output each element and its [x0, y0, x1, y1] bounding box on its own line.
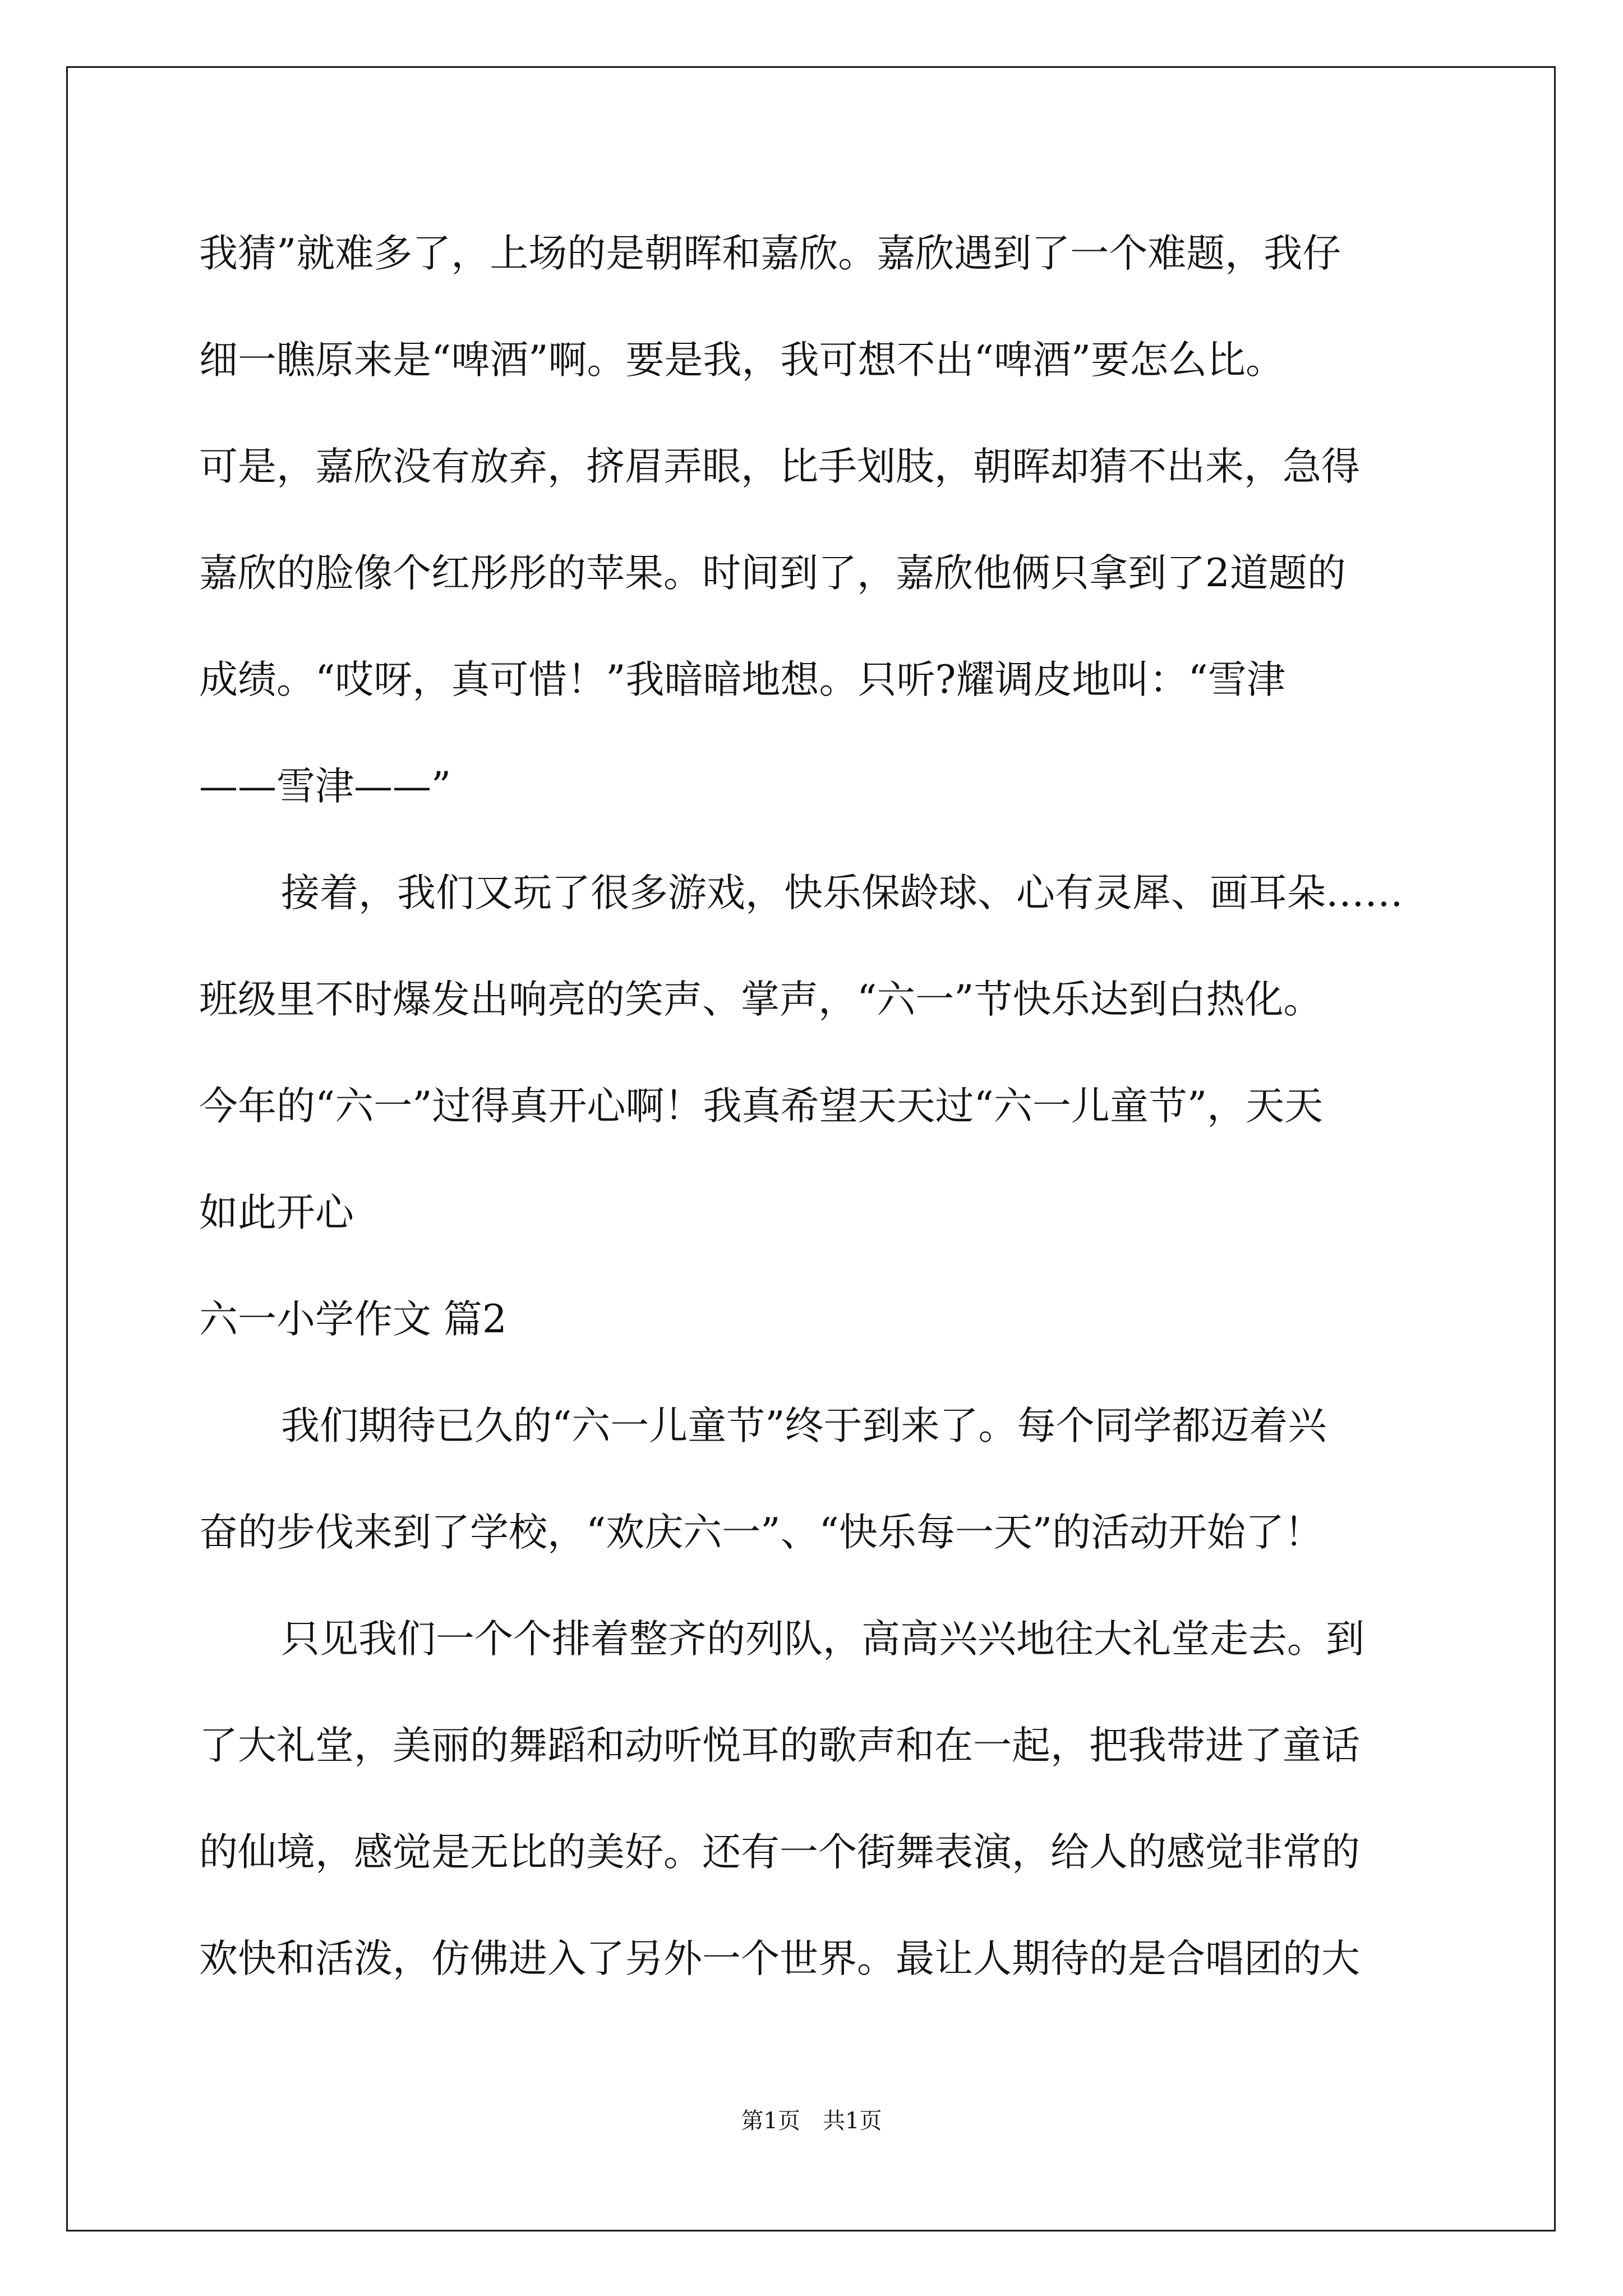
- page-border: [66, 66, 1556, 2231]
- text-line-10: 如此开心: [199, 1190, 354, 1235]
- text-line-9: 今年的“六一”过得真开心啊！我真希望天天过“六一儿童节”，天天: [199, 1084, 1324, 1129]
- text-line-13: 奋的步伐来到了学校，“欢庆六一”、“快乐每一天”的活动开始了！: [199, 1510, 1324, 1555]
- text-line-16: 的仙境，感觉是无比的美好。还有一个街舞表演，给人的感觉非常的: [199, 1830, 1360, 1875]
- text-line-5: 成绩。“哎呀，真可惜！”我暗暗地想。只听?耀调皮地叫：“雪津: [199, 657, 1285, 702]
- text-line-8: 班级里不时爆发出响亮的笑声、掌声，“六一”节快乐达到白热化。: [199, 977, 1322, 1022]
- paragraph-start-line-12: 我们期待已久的“六一儿童节”终于到来了。每个同学都迈着兴: [281, 1404, 1327, 1448]
- paragraph-start-line-7: 接着，我们又玩了很多游戏，快乐保龄球、心有灵犀、画耳朵……: [281, 871, 1403, 915]
- text-line-4: 嘉欣的脸像个红彤彤的苹果。时间到了，嘉欣他俩只拿到了2道题的: [199, 551, 1346, 596]
- text-line-1: 我猜”就难多了，上场的是朝晖和嘉欣。嘉欣遇到了一个难题，我仔: [199, 231, 1341, 276]
- text-line-2: 细一瞧原来是“啤酒”啊。要是我，我可想不出“啤酒”要怎么比。: [199, 338, 1285, 383]
- text-line-6: ——雪津——”: [199, 764, 451, 809]
- paragraph-start-line-14: 只见我们一个个排着整齐的列队，高高兴兴地往大礼堂走去。到: [281, 1617, 1364, 1662]
- section-heading: 六一小学作文 篇2: [199, 1297, 507, 1342]
- page-footer: 第1页 共1页: [741, 2108, 882, 2134]
- text-line-3: 可是，嘉欣没有放弃，挤眉弄眼，比手划肢，朝晖却猜不出来，急得: [199, 444, 1360, 489]
- text-line-17: 欢快和活泼，仿佛进入了另外一个世界。最让人期待的是合唱团的大: [199, 1936, 1360, 1981]
- text-line-15: 了大礼堂，美丽的舞蹈和动听悦耳的歌声和在一起，把我带进了童话: [199, 1723, 1360, 1768]
